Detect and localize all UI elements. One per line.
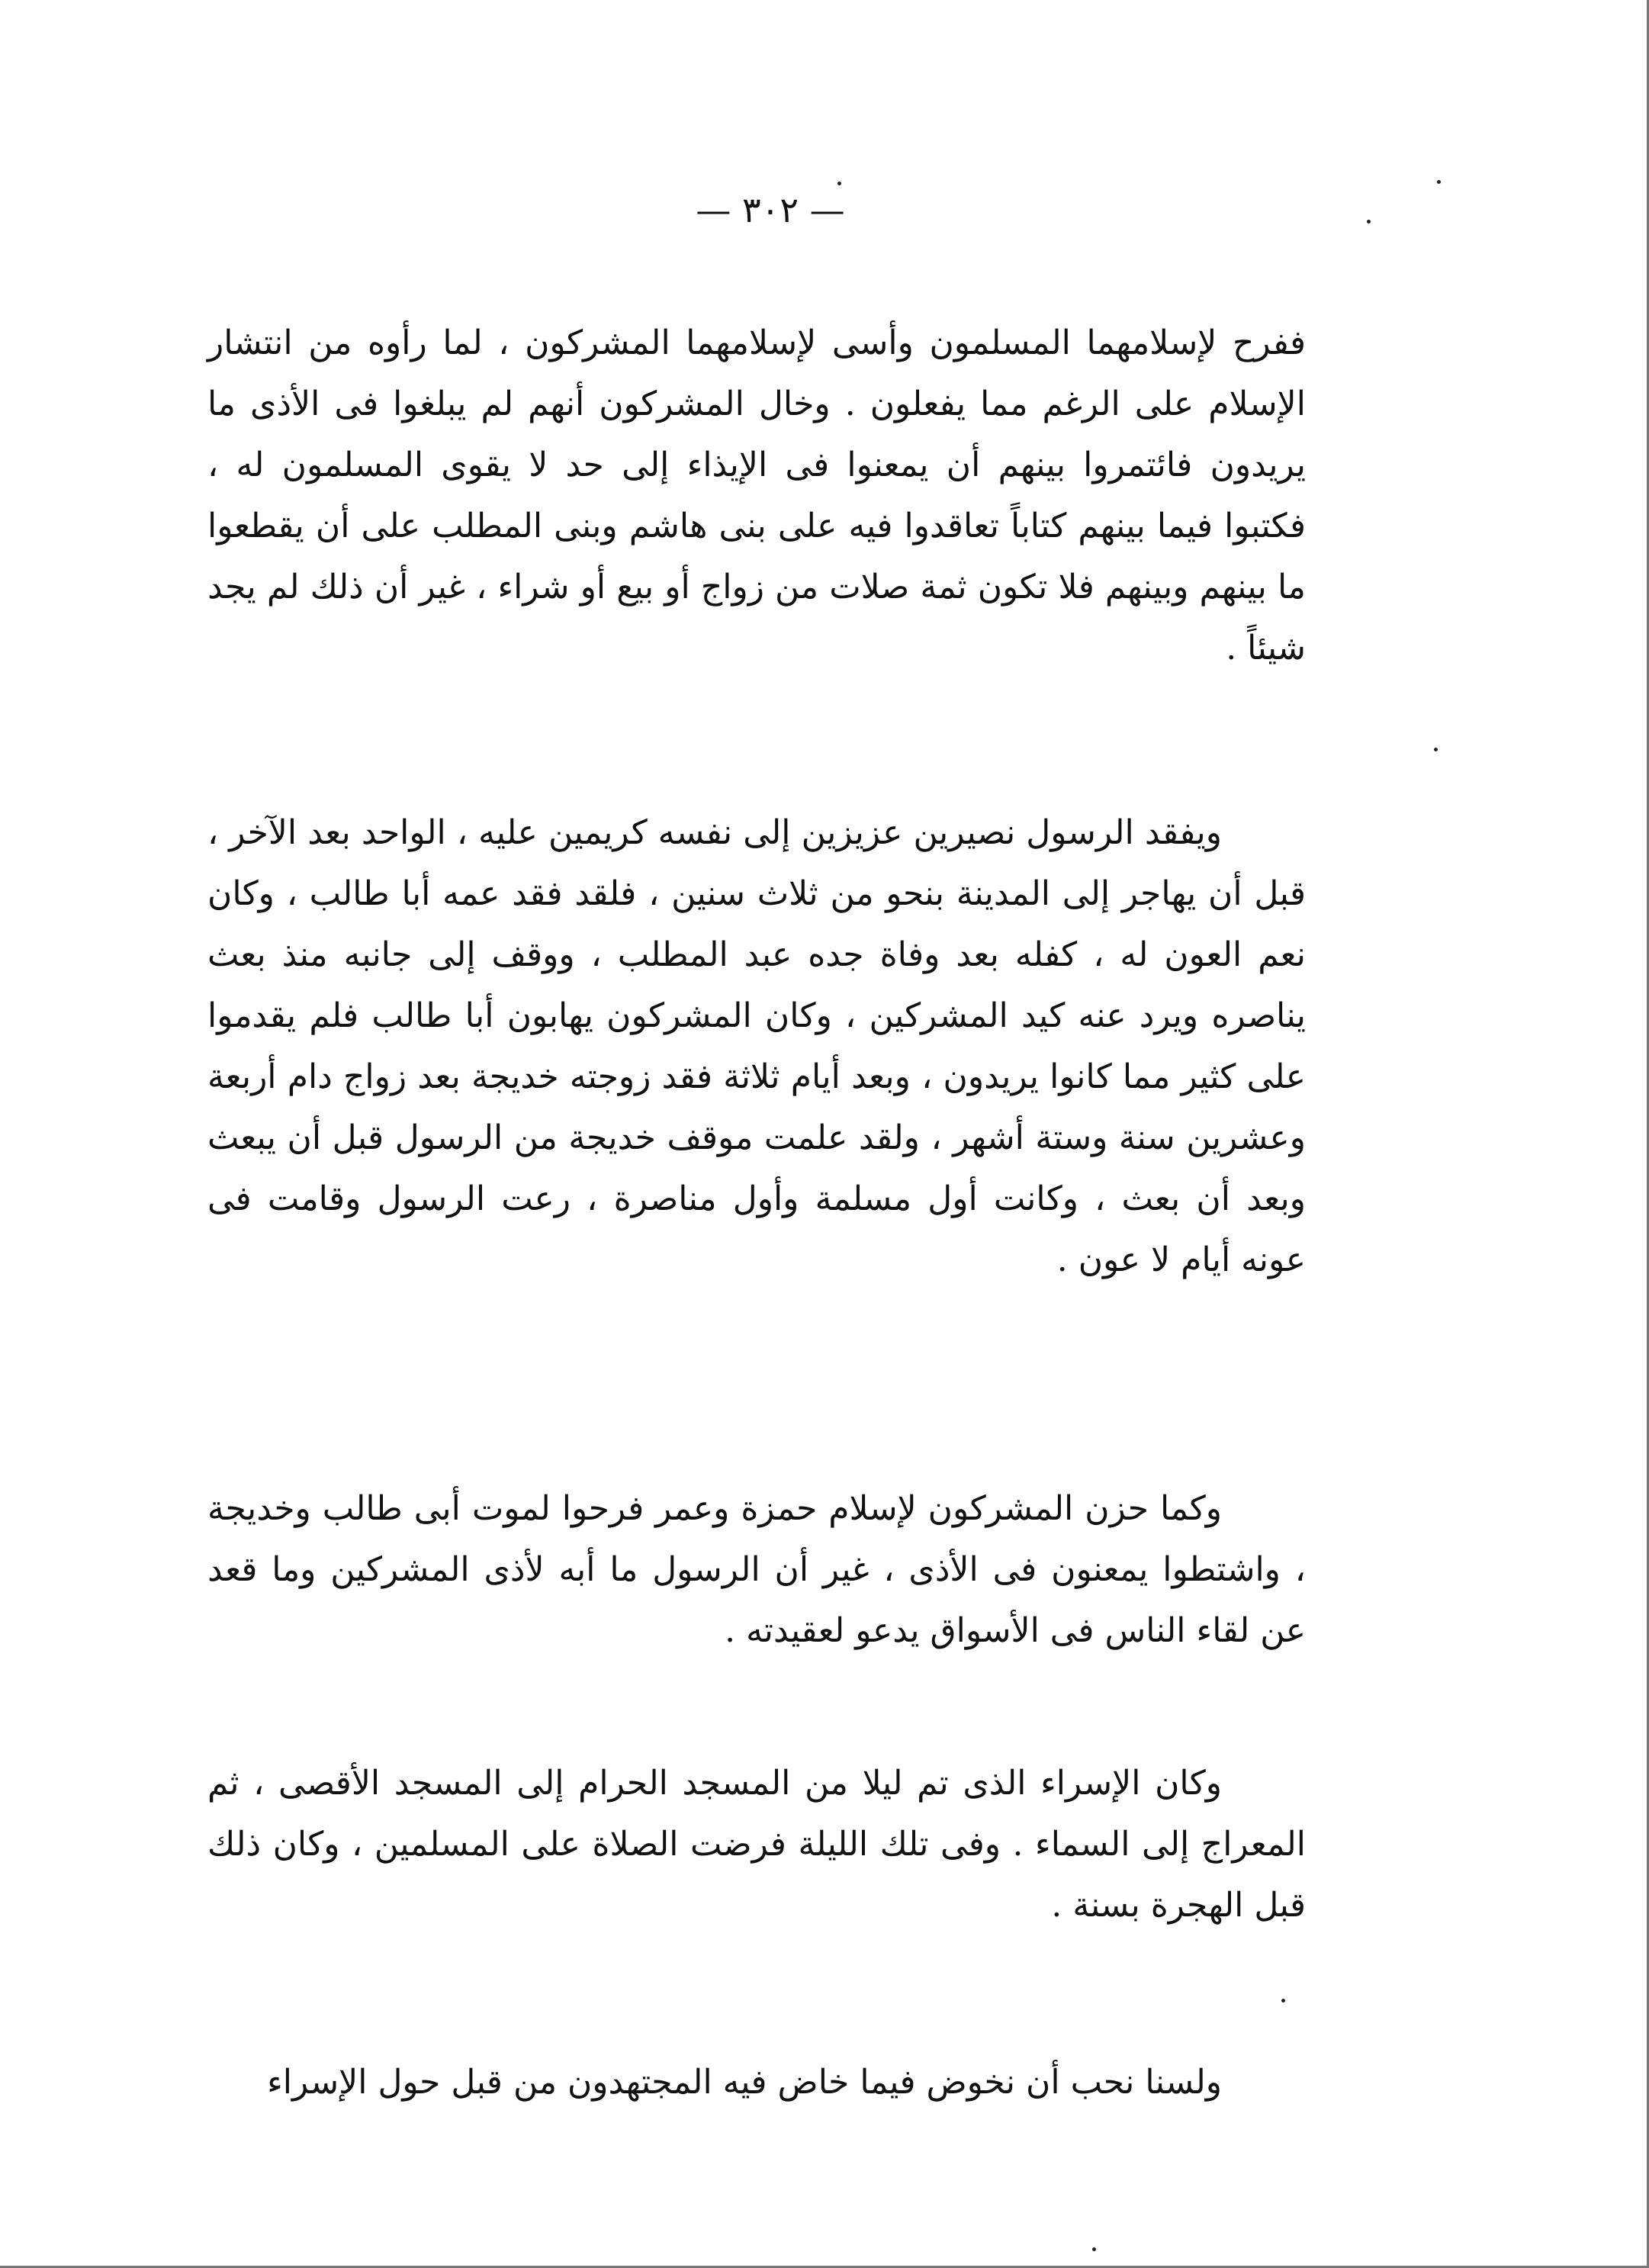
scan-speck <box>1437 180 1441 184</box>
scan-speck <box>1092 2247 1096 2251</box>
scan-speck <box>1281 1999 1285 2003</box>
paragraph: ويفقد الرسول نصيرين عزيزين إلى نفسه كريمين عليه ، الواحد بعد الآخر ، قبل أن يهاجر إلى المدينة بنحو من ثلاث سنين ، فلقد فقد عمه أبا طالب ، وكان نعم العون له ، كفله بعد وفاة جده عبد المطلب ، ووقف إلى جانبه منذ بعث يناصره ويرد عنه كيد المشركين ، وكان المشركون يهابون أبا طالب فلم يقدموا على كثير مما كانوا يريدون ، وبعد أيام ثلاثة فقد زوجته خديجة بعد زواج دام أربعة وعشرين سنة وستة أشهر ، ولقد علمت موقف خديجة من الرسول قبل أن يبعث وبعد أن بعث ، وكانت أول مسلمة وأول مناصرة ، رعت الرسول وقامت فى عونه أيام لا عون . <box>207 813 1306 1279</box>
paragraph: وكما حزن المشركون لإسلام حمزة وعمر فرحوا لموت أبى طالب وخديجة ، واشتطوا يمعنون فى الأذى ، غير أن الرسول ما أبه لأذى المشركين وما قعد عن لقاء الناس فى الأسواق يدعو لعقيدته . <box>207 1489 1306 1650</box>
page-number: — ٣٠٢ — <box>696 189 845 230</box>
scan-speck <box>837 182 841 185</box>
paragraph: وكان الإسراء الذى تم ليلا من المسجد الحرام إلى المسجد الأقصى ، ثم المعراج إلى السماء . وفى تلك الليلة فرضت الصلاة على المسلمين ، وكان ذلك قبل الهجرة بسنة . <box>207 1764 1306 1925</box>
paragraph: ففرح لإسلامهما المسلمون وأسى لإسلامهما المشركون ، لما رأوه من انتشار الإسلام على الرغم مما يفعلون . وخال المشركون أنهم لم يبلغوا فى الأذى ما يريدون فائتمروا بينهم أن يمعنوا فى الإيذاء إلى حد لا يقوى المسلمون له ، فكتبوا فيما بينهم كتاباً تعاقدوا فيه على بنى هاشم وبنى المطلب على أن يقطعوا ما بينهم وبينهم فلا تكون ثمة صلات من زواج أو بيع أو شراء ، غير أن ذلك لم يجد شيئاً . <box>207 323 1306 668</box>
paragraph: ولسنا نحب أن نخوض فيما خاض فيه المجتهدون من قبل حول الإسراء <box>267 2063 1222 2102</box>
scan-speck <box>1367 220 1371 224</box>
scan-speck <box>1434 748 1438 751</box>
